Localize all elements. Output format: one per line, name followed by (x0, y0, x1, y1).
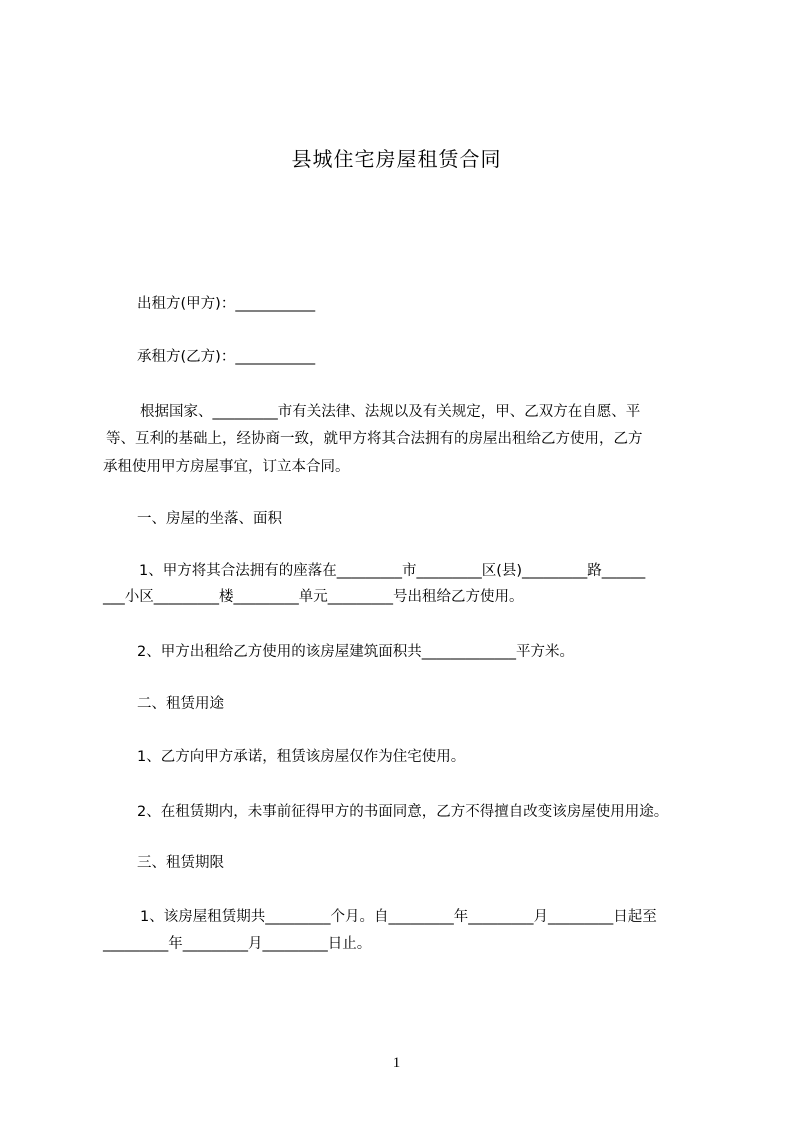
section-heading-2: 二、租赁用途 (137, 696, 224, 712)
page-number: 1 (392, 1055, 401, 1071)
preamble-line-3: 承租使用甲方房屋事宜，订立本合同。 (103, 459, 350, 475)
clause-1-2: 2、甲方出租给乙方使用的该房屋建筑面积共_____________平方米。 (137, 644, 574, 660)
clause-2-1: 1、乙方向甲方承诺，租赁该房屋仅作为住宅使用。 (137, 749, 466, 765)
section-heading-3: 三、租赁期限 (137, 855, 224, 871)
section-heading-1: 一、房屋的坐落、面积 (137, 511, 282, 527)
preamble-line-2: 等、互利的基础上，经协商一致，就甲方将其合法拥有的房屋出租给乙方使用，乙方 (106, 431, 643, 447)
clause-3-1-line-1: 1、该房屋租赁期共_________个月。自_________年_________月_________日起至 (140, 909, 657, 925)
clause-1-1-line-2: ___小区_________楼_________单元_________号出租给乙方使用。 (103, 589, 524, 605)
document-title: 县城住宅房屋租赁合同 (291, 147, 502, 171)
clause-2-2: 2、在租赁期内，未事前征得甲方的书面同意，乙方不得擅自改变该房屋使用用途。 (137, 804, 669, 820)
clause-3-1-line-2: _________年_________月_________日止。 (103, 936, 372, 952)
preamble-line-1: 根据国家、_________市有关法律、法规以及有关规定，甲、乙双方在自愿、平 (140, 404, 641, 420)
clause-1-1-line-1: 1、甲方将其合法拥有的座落在_________市_________区(县)_________路______ (139, 563, 646, 579)
lessee-line: 承租方(乙方)：___________ (137, 349, 316, 365)
lessor-line: 出租方(甲方)：___________ (137, 296, 316, 312)
